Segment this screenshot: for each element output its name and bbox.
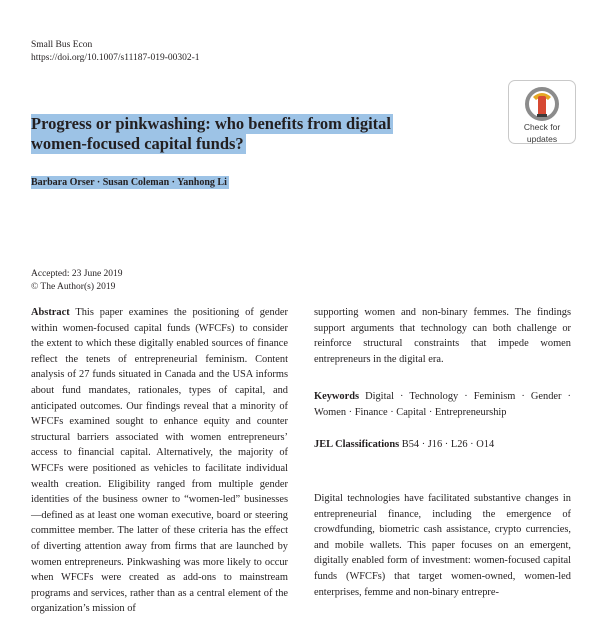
jel-block	[314, 437, 571, 453]
abstract-column	[31, 305, 288, 617]
intro-text: Digital technologies have facilitated substantive changes in entrepreneurial finance, including the emergence of crowdfunding, biometric cash assistance, crypto currencies, and mobile wallets. This paper focuses on an emergent, digitally enabled form of investment: women-focused capital funds (WFCFs) that target women-owned, women-led enterprises, femme and non-binary entrepre-	[314, 493, 571, 598]
keywords-text: Digital · Technology · Feminism · Gender · Women · Finance · Capital · Entrepreneurship	[314, 391, 571, 418]
keywords-label: Keywords	[314, 391, 360, 402]
journal-name: Small Bus Econ	[31, 40, 93, 50]
article-dates	[31, 268, 123, 293]
authors-text: Barbara Orser · Susan Coleman · Yanhong Li	[31, 177, 227, 188]
badge-label-2: updates	[526, 133, 558, 144]
jel-text: B54 · J16 · L26 · O14	[401, 439, 495, 450]
article-title	[31, 114, 441, 153]
accepted-date: Accepted: 23 June 2019	[31, 269, 123, 279]
abstract-paragraph	[31, 305, 288, 617]
intro-paragraph	[314, 491, 571, 600]
author-list	[31, 177, 229, 188]
abstract-label: Abstract	[31, 307, 70, 318]
crossmark-icon	[524, 87, 560, 121]
journal-header	[31, 39, 200, 64]
jel-label: JEL Classifications	[314, 439, 400, 450]
doi-link[interactable]: https://doi.org/10.1007/s11187-019-00302-1	[31, 52, 200, 63]
abstract-continuation	[314, 305, 571, 367]
title-line-2: women-focused capital funds?	[31, 133, 244, 153]
check-for-updates-badge[interactable]	[508, 80, 576, 144]
keywords-block	[314, 389, 571, 420]
copyright-line: © The Author(s) 2019	[31, 281, 116, 292]
abstract-continuation-text: supporting women and non-binary femmes. The findings support arguments that technology can both challenge or reinforce structural constraints that impede women entrepreneurs in the digital era.	[314, 307, 571, 365]
abstract-text: This paper examines the positioning of gender within women-focused capital funds (WFCFs) to consider the extent to which these digitally enabled sources of finance reflect the tenets of entrepreneurial feminism. Content analysis of 27 funds situated in Canada and the USA informs about fund mandates, rationales, types of capital, and anticipated outcomes. Our findings reveal that a minority of WFCFs examined sought to enhance equity and counter structural barriers associated with women entrepreneurs’ access to financial capital. Alternatively, the majority of WFCFs were positioned as vehicles to facilitate individual wealth creation. Eligibility ranged from multiple gender identities of the business owner to “women-led” businesses—defined as at least one woman executive, board or steering committee member. The latter of these criteria has the effect of diverting attention away from firms that are launched by women entrepreneurs. Pinkwashing was more likely to occur when WFCFs were created as add-ons to mainstream programs and services, rather than as a central element of the organization’s mission of	[31, 307, 288, 615]
title-line-1: Progress or pinkwashing: who benefits from digital	[31, 114, 391, 133]
badge-label-1: Check for	[523, 122, 561, 132]
